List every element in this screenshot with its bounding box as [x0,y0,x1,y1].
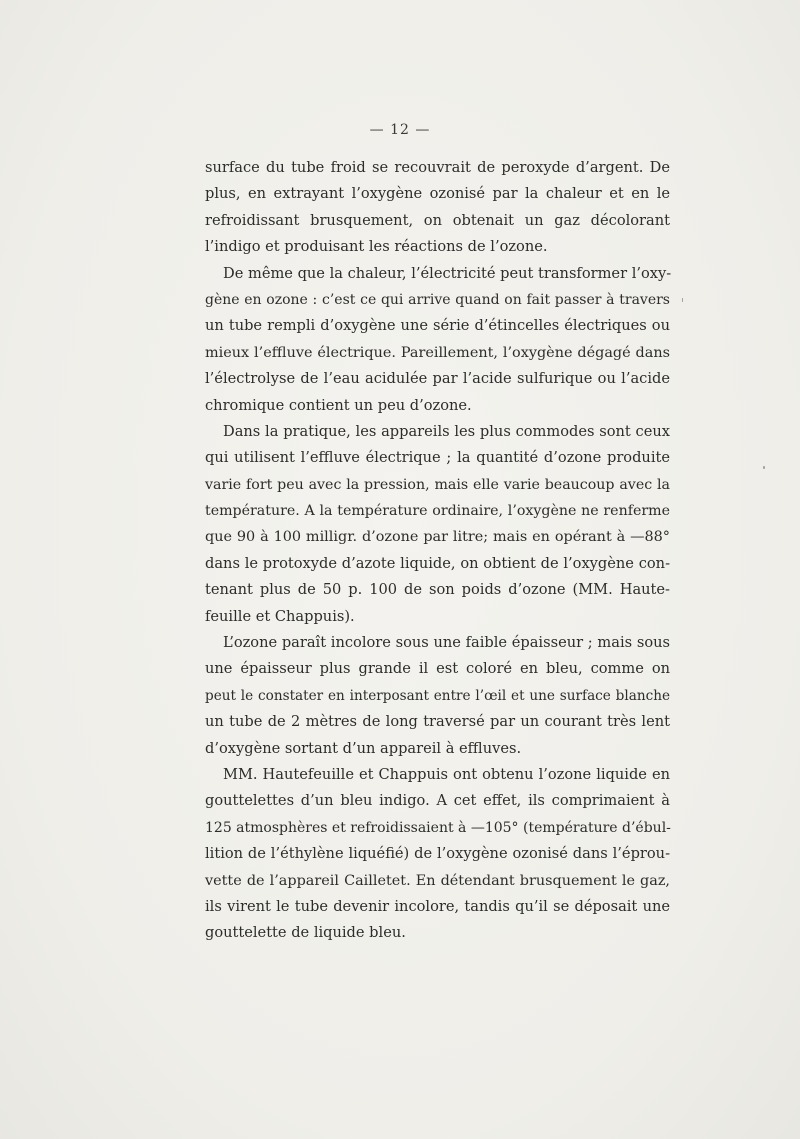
paragraph [205,419,670,630]
text-line: vette de l’appareil Cailletet. En détendant brusquement le gaz, [205,872,670,889]
text-line: plus, en extrayant l’oxygène ozonisé par la chaleur et en le [205,185,670,203]
text-line: refroidissant brusquement, on obtenait un gaz décolorant [205,211,670,229]
text-line: feuille et Chappuis). [205,607,355,625]
text-line: dans le protoxyde d’azote liquide, on obtient de l’oxygène con- [205,554,670,572]
paragraph [205,261,670,419]
paragraph [205,155,670,261]
text-line: mieux l’effluve électrique. Pareillement, l’oxygène dégagé dans [205,344,670,361]
text-line: peut le constater en interposant entre l’œil et une surface blanche [205,687,670,704]
paragraph [205,630,670,762]
scan-speck [763,466,765,469]
text-line: varie fort peu avec la pression, mais elle varie beaucoup avec la [205,476,670,493]
text-line: l’indigo et produisant les réactions de l’ozone. [205,238,548,256]
text-line: une épaisseur plus grande il est coloré en bleu, comme on [205,660,670,678]
text-line: qui utilisent l’effluve électrique ; la quantité d’ozone produite [205,449,670,467]
page-number: — 12 — [369,122,431,138]
body-text [205,155,670,947]
text-line: 125 atmosphères et refroidissaient à —105° (température d’ébul- [205,819,671,836]
text-line: gouttelette de liquide bleu. [205,924,406,942]
text-line: un tube de 2 mètres de long traversé par un courant très lent [205,713,670,731]
text-line: lition de l’éthylène liquéfié) de l’oxygène ozonisé dans l’éprou- [205,845,670,863]
text-line: d’oxygène sortant d’un appareil à effluves. [205,739,522,757]
paragraph [205,762,670,947]
text-line: gouttelettes d’un bleu indigo. A cet effet, ils comprimaient à [205,792,670,810]
text-line: un tube rempli d’oxygène une série d’étincelles électriques ou [205,317,670,335]
text-line: température. A la température ordinaire, l’oxygène ne renferme [205,503,670,520]
scan-speck [682,298,683,302]
text-line: chromique contient un peu d’ozone. [205,396,472,414]
text-line: tenant plus de 50 p. 100 de son poids d’ozone (MM. Haute- [205,581,670,599]
text-line: ils virent le tube devenir incolore, tandis qu’il se déposait une [205,897,670,915]
text-line: De même que la chaleur, l’électricité peut transformer l’oxy- [223,264,672,282]
text-line: surface du tube froid se recouvrait de peroxyde d’argent. De [205,159,670,176]
text-line: Dans la pratique, les appareils les plus commodes sont ceux [223,422,670,440]
text-line: L’ozone paraît incolore sous une faible épaisseur ; mais sous [223,634,670,652]
text-line: l’électrolyse de l’eau acidulée par l’acide sulfurique ou l’acide [205,370,670,388]
text-line: que 90 à 100 milligr. d’ozone par litre; mais en opérant à —88° [205,529,670,546]
text-line: MM. Hautefeuille et Chappuis ont obtenu l’ozone liquide en [223,765,670,783]
text-line: gène en ozone : c’est ce qui arrive quand on fait passer à travers [205,291,670,308]
